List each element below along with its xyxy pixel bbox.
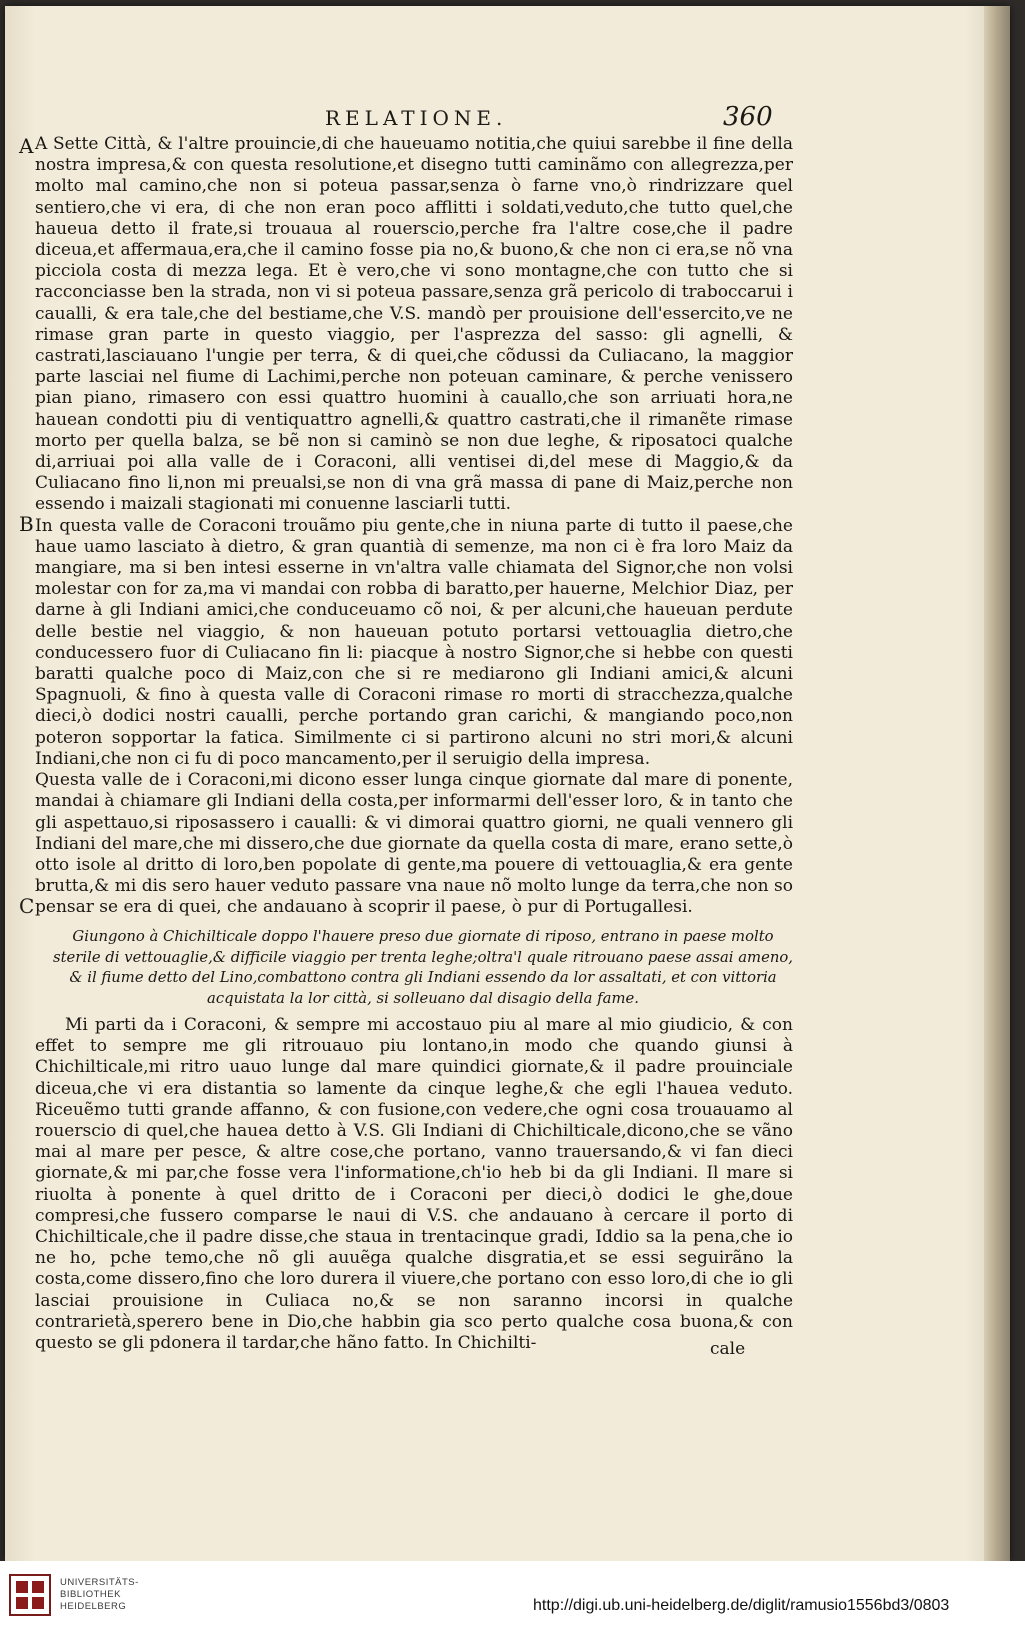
logo-line: BIBLIOTHEK [60, 1589, 121, 1600]
library-name [60, 1577, 170, 1613]
margin-mark-c: C [19, 894, 35, 918]
logo-line: HEIDELBERG [60, 1601, 127, 1612]
page-edge [984, 6, 1010, 1561]
heidelberg-seal-icon [8, 1573, 52, 1617]
paragraph: A Sette Città, & l'altre prouincie,di che haueuamo notitia,che quiui sarebbe il fine della nostra impresa,& con questa resolutione,et disegno tutti caminãmo con allegrezza,per molto mal camino,che non si poteua passar,senza ò farne vno,ò rindrizzare quel sentiero,che vi era, di che non eran poco afflitti i soldati,veduto,che tutto quel,che haueua detto il frate,si trouaua al rouerscio,perche fra l'altre cose,che il padre diceua,et affermaua,era,che il camino fosse pia no,& buono,& che non ci era,se nõ vna picciola costa di mezza lega. Et è vero,che vi sono montagne,che con tutto che si racconciasse ben la strada, non vi si poteua passare,senza grã pericolo di traboccarui i caualli, & era tale,che del bestiame,che V.S. mandò per prouisione dell'essercito,ve ne rimase gran parte in questo viaggio, per l'asprezza del sasso: gli agnelli, & castrati,lasciauano l'ungie per terra, & di quei,che cõdussi da Culiacano, la maggior parte lasciai nel fiume di Lachimi,perche non poteuan caminare, & perche venissero pian piano, rimasero con essi quattro huomini à cauallo,che son arriuati hora,ne hauean condotti piu di ventiquattro agnelli,& quattro castrati,che il rimanẽte rimase morto per quella balza, se bẽ non si caminò se non due leghe, & riposatoci qualche di,arriuai poi alla valle de i Coraconi, alli ventisei di,del mese di Maggio,& da Culiacano fino li,non mi preualsi,se non di vna grã massa di pane di Maiz,perche non essendo i maizali stagionati mi conuenne lasciarli tutti. [35, 134, 793, 515]
body-text [35, 134, 793, 919]
running-title: RELATIONE. [325, 106, 508, 130]
chapter-summary: Giungono à Chichilticale doppo l'hauere preso due giornate di riposo, entrano in paese molto sterile di vettouaglie,& difficile viaggio per trenta leghe;oltra'l quale ritrouano paese assai ameno, & il fiume detto del Lino,combattono contra gli Indiani essendo da lor assaltati, et con vittoria acquistata la lor città, si solleuano dal disagio della fame. [53, 928, 793, 1007]
footer-bar [0, 1561, 1025, 1635]
book-page [5, 6, 1010, 1561]
margin-mark-a: A [19, 134, 34, 158]
logo-line: UNIVERSITÄTS- [60, 1577, 139, 1588]
catchword: cale [710, 1339, 746, 1359]
paragraph: In questa valle de Coraconi trouãmo piu gente,che in niuna parte di tutto il paese,che haue uamo lasciato à dietro, & gran quantià di semenze, ma non ci è fra loro Maiz da mangiare, ma si ben intesi esserne in vn'altra valle chiamata del Signor,che non volsi molestar con for za,ma vi mandai con robba di baratto,per hauerne, Melchior Diaz, per darne à gli Indiani amici,che conduceuamo cõ noi, & per alcuni,che haueuan perdute delle bestie nel viaggio, & non haueuan potuto portarsi vettouaglia dietro,che conducessero fuor di Culiacano fin li: piacque à nostro Signor,che si hebbe con questi baratti qualche poco di Maiz,con che si re mediarono gli Indiani amici,& alcuni Spagnuoli, & fino à questa valle di Coraconi rimase ro morti di stracchezza,qualche dieci,ò dodici nostri caualli, perche portando gran carichi, & mangiando poco,non poteron sopportar la fatica. Similmente ci si partirono alcuni no stri mori,& alcuni Indiani,che non ci fu di poco mancamento,per il seruigio della impresa. [35, 515, 793, 769]
paragraph: Mi parti da i Coraconi, & sempre mi accostauo piu al mare al mio giudicio, & con effet to sempre me gli ritrouauo piu lontano,in modo che quando giunsi à Chichilticale,mi ritro uauo lunge dal mare quindici giornate,& il padre prouinciale diceua,che vi era distantia so lamente da cinque leghe,& che egli l'hauea veduto. Riceuẽmo tutti grande affanno, & con fusione,con vedere,che ogni cosa trouauamo al rouerscio di quel,che hauea detto à V.S. Gli Indiani di Chichilticale,dicono,che se vãno mai al mare per pesce, & altre cose,che portano, vanno trauersando,& vi fan dieci giornate,& mi par,che fosse vera l'informatione,ch'io heb bi da gli Indiani. Il mare si riuolta à ponente à quel dritto de i Coraconi per dieci,ò dodici le ghe,doue compresi,che fussero comparse le naui di V.S. che andauano à cercare il porto di Chichilticale,che il padre disse,che staua in trentacinque gradi, Iddio sa la pena,che io ne ho, pche temo,che nõ gli auuẽga qualche disgratia,et se essi seguirãno la costa,come dissero,fino che loro durera il viuere,che portano con esso loro,di che io gli lasciai prouisione in Culiaca no,& se non saranno incorsi in qualche contrarietà,sperero bene in Dio,che habbin gia sco perto qualche cosa buona,& con questo se gli pdonera il tardar,che hãno fatto. In Chichilti- [35, 1015, 793, 1354]
page-number: 360 [723, 102, 773, 132]
body-text-continued [35, 1015, 793, 1354]
paragraph: Questa valle de i Coraconi,mi dicono esser lunga cinque giornate dal mare di ponente, mandai à chiamare gli Indiani della costa,per informarmi dell'esser loro, & in tanto che gli aspettauo,si riposassero i caualli: & vi dimorai quattro giorni, ne quali vennero gli Indiani del mare,che mi dissero,che due giornate da quella costa di mare, erano sette,ò otto isole al dritto di loro,ben popolate di gente,ma pouere di vettouaglia,& era gente brutta,& mi dis sero hauer veduto passare vna naue nõ molto lunge da terra,che non so pensar se era di quei, che andauano à scoprir il paese, ò pur di Portugallesi. [35, 770, 793, 918]
permalink-url[interactable]: http://digi.ub.uni-heidelberg.de/diglit/ramusio1556bd3/0803 [533, 1597, 950, 1614]
margin-mark-b: B [19, 512, 34, 536]
library-logo[interactable] [8, 1571, 168, 1627]
page-header [5, 102, 1010, 136]
